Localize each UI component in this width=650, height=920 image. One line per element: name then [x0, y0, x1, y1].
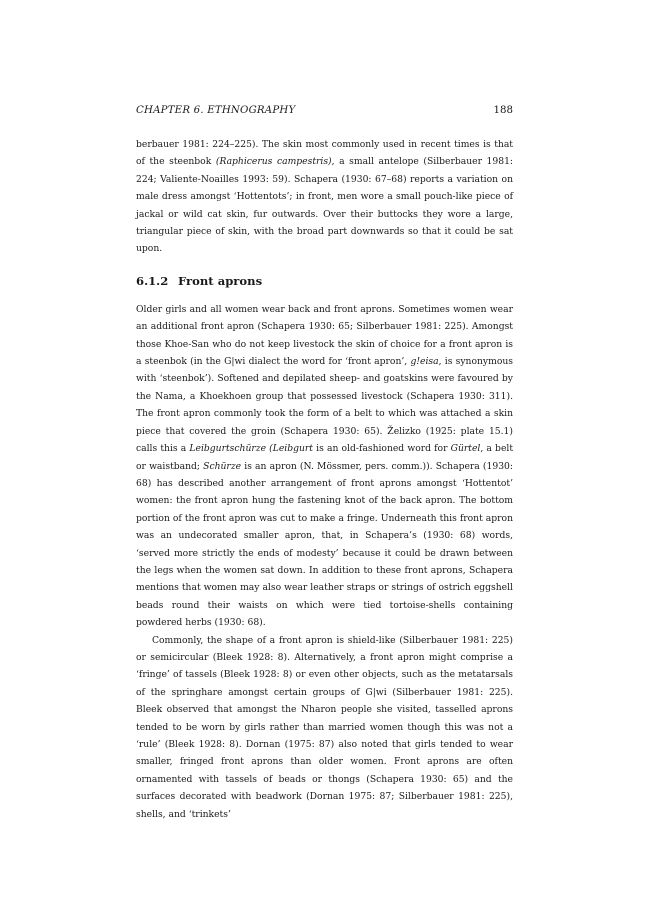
para1-term-guertel: Gürtel: [450, 443, 481, 455]
para1-term-schuerze: Schürze: [203, 460, 242, 472]
para1-text-5: is an apron (N. Mössmer, pers. comm.)). Schapera (1930: 68) has described another arrangement of front aprons amongst ‘Hottentot’ women: the front apron hung the fastening knot of the back apron. The bottom portion of the front apron was cut to make a fringe. Underneath this front apron was an undecorated smaller apron, that, in Schapera’s (1930: 68) words, ‘served more strictly the ends of modesty’ because it could be drawn between the legs when the women sat down. In addition to these front aprons, Schapera mentions that women may also wear leather straps or strings of ostrich eggshell beads round their waists on which were tied tortoise-shells containing powdered herbs (1930: 68).: [136, 460, 513, 629]
page: [136, 104, 513, 823]
section-heading: [136, 273, 513, 289]
continuation-paragraph: [136, 136, 513, 258]
para1-text-3: is an old-fashioned word for: [313, 443, 451, 455]
para1-text-2: , is synonymous with ‘steenbok’). Softened and depilated sheep- and goatskins were favoured by the Nama, a Khoekhoen group that possessed livestock (Schapera 1930: 311). The front apron commonly took the form of a belt to which was attached a skin piece that covered the groin (Schapera 1930: 65). Želizko (1925: plate 15.1) calls this a: [136, 356, 513, 455]
running-header: [136, 104, 513, 118]
section-title: Front aprons: [178, 273, 263, 288]
continuation-text-1: berbauer 1981: 224–225). The skin most commonly used in recent times is that of the steenbok: [136, 139, 513, 168]
continuation-text-2: , a small antelope (Silberbauer 1981: 224; Valiente-Noailles 1993: 59). Schapera (1930: 67–68) reports a variation on male dress amongst ‘Hottentots’; in front, men wore a small pouch-like piece of jackal or wild cat skin, fur outwards. Over their buttocks they wore a large, triangular piece of skin, with the broad part downwards so that it could be sat upon.: [136, 156, 514, 255]
para1-term-leibgurt: Leibgurtschürze (Leibgurt: [189, 443, 314, 455]
para1-text-1: Older girls and all women wear back and front aprons. Sometimes women wear an additional front apron (Schapera 1930: 65; Silberbauer 1981: 225). Amongst those Khoe-San who do not keep livestock the skin of choice for a front apron is a steenbok (in the G|wi dialect the word for ‘front apron’,: [136, 303, 513, 368]
page-number: 188: [493, 105, 513, 116]
species-name: (Raphicerus campestris): [215, 156, 332, 168]
section-number: 6.1.2: [136, 273, 169, 288]
paragraph-2: Commonly, the shape of a front apron is shield-like (Silberbauer 1981: 225) or semicircular (Bleek 1928: 8). Alternatively, a front apron might comprise a ‘fringe’ of tassels (Bleek 1928: 8) or even other objects, such as the metatarsals of the springhare amongst certain groups of G|wi (Silberbauer 1981: 225). Bleek observed that amongst the Nharon people she visited, tasselled aprons tended to be worn by girls rather than married women though this was not a ‘rule’ (Bleek 1928: 8). Dornan (1975: 87) also noted that girls tended to wear smaller, fringed front aprons than older women. Front aprons are often ornamented with tassels of beads or thongs (Schapera 1930: 65) and the surfaces decorated with beadwork (Dornan 1975: 87; Silberbauer 1981: 225), shells, and ‘trinkets’: [136, 634, 513, 820]
chapter-title: CHAPTER 6. ETHNOGRAPHY: [136, 105, 296, 116]
para1-term-geisa: g!eisa: [410, 356, 439, 368]
para1-text-4: , a belt or waistband;: [136, 443, 514, 472]
paragraph-1: [136, 301, 513, 632]
